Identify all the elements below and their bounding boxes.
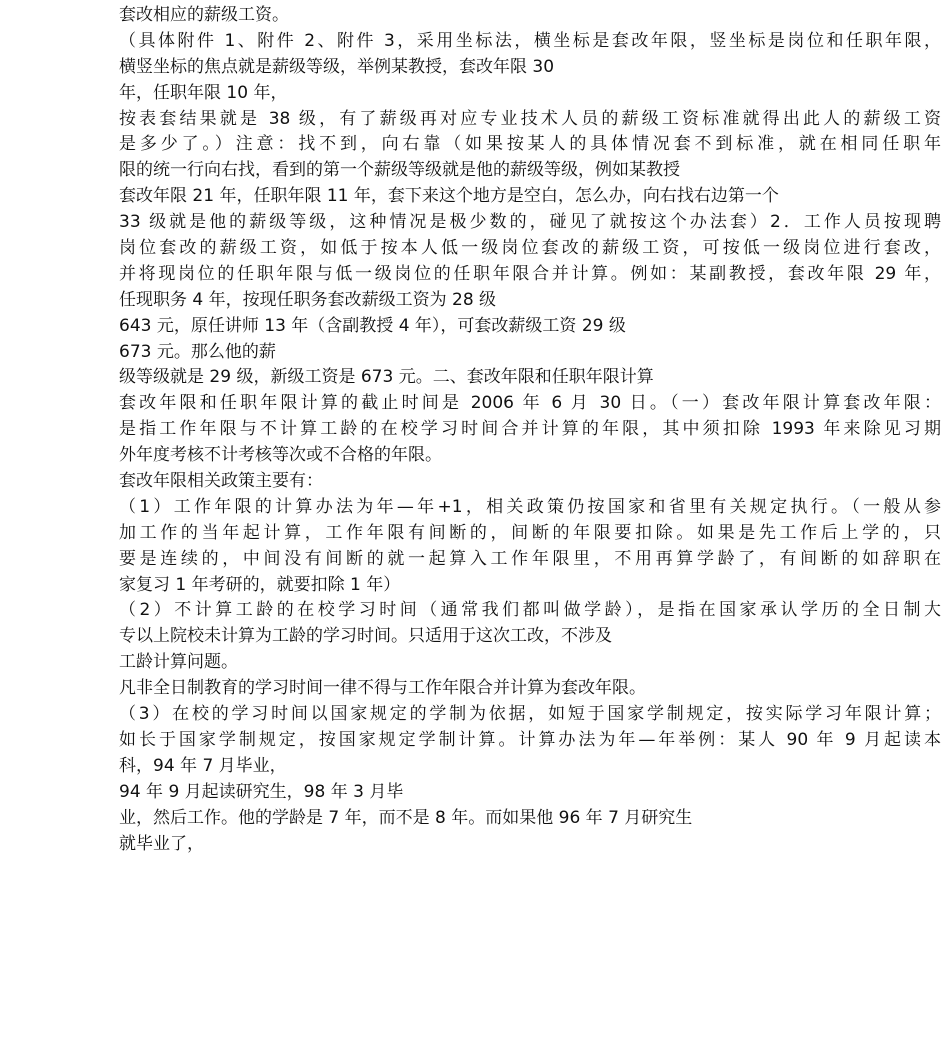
text-line: 是指工作年限与不计算工龄的在校学习时间合并计算的年限，其中须扣除 1993 年来除见习期 [119, 419, 941, 440]
text-line: 加工作的当年起计算，工作年限有间断的，间断的年限要扣除。如果是先工作后上学的，只 [119, 522, 941, 543]
text-line: 凡非全日制教育的学习时间一律不得与工作年限合并计算为套改年限。 [119, 678, 646, 699]
text-line: 外年度考核不计考核等次或不合格的年限。 [119, 445, 442, 466]
text-line: 并将现岗位的任职年限与低一级岗位的任职年限合并计算。例如：某副教授，套改年限 29 年， [119, 263, 941, 284]
text-line: 工龄计算问题。 [119, 652, 238, 673]
text-line: 673 元。那么他的薪 [119, 341, 276, 362]
text-line: （具体附件 1、附件 2、附件 3，采用坐标法，横坐标是套改年限，竖坐标是岗位和任职年限， [119, 30, 941, 51]
document-body [119, 3, 941, 857]
text-line: 就毕业了， [119, 833, 204, 854]
text-line: （2）不计算工龄的在校学习时间（通常我们都叫做学龄），是指在国家承认学历的全日制大 [119, 600, 941, 621]
text-line: 94 年 9 月起读研究生，98 年 3 月毕 [119, 781, 404, 802]
text-line: 横竖坐标的焦点就是薪级等级，举例某教授，套改年限 30 [119, 56, 555, 77]
text-line: 如长于国家学制规定，按国家规定学制计算。计算办法为年—年举例：某人 90 年 9 月起读本 [119, 729, 941, 750]
text-line: 业，然后工作。他的学龄是 7 年，而不是 8 年。而如果他 96 年 7 月研究生 [119, 807, 693, 828]
text-line: 岗位套改的薪级工资，如低于按本人低一级岗位套改的薪级工资，可按低一级岗位进行套改， [119, 238, 941, 259]
text-line: 643 元，原任讲师 13 年（含副教授 4 年），可套改薪级工资 29 级 [119, 315, 626, 336]
text-line: （3）在校的学习时间以国家规定的学制为依据，如短于国家学制规定，按实际学习年限计算； [119, 704, 941, 725]
text-line: 科，94 年 7 月毕业， [119, 755, 287, 776]
text-line: 限的统一行向右找，看到的第一个薪级等级就是他的薪级等级，例如某教授 [119, 160, 680, 181]
text-line: 套改年限相关政策主要有： [119, 471, 323, 492]
text-line: 套改年限和任职年限计算的截止时间是 2006 年 6 月 30 日。（一）套改年限计算套改年限： [119, 393, 941, 414]
text-line: 专以上院校未计算为工龄的学习时间。只适用于这次工改，不涉及 [119, 626, 612, 647]
text-line: 套改年限 21 年，任职年限 11 年，套下来这个地方是空白，怎么办，向右找右边第一个 [119, 186, 779, 207]
text-line: 33 级就是他的薪级等级，这种情况是极少数的，碰见了就按这个办法套）2．工作人员按现聘 [119, 212, 941, 233]
text-line: 家复习 1 年考研的，就要扣除 1 年） [119, 574, 401, 595]
text-line: 级等级就是 29 级，新级工资是 673 元。二、套改年限和任职年限计算 [119, 367, 654, 388]
text-line: 年，任职年限 10 年， [119, 82, 288, 103]
text-line: 是多少了。）注意：找不到，向右靠（如果按某人的具体情况套不到标准，就在相同任职年 [119, 134, 941, 155]
text-line: （1）工作年限的计算办法为年—年+1，相关政策仍按国家和省里有关规定执行。（一般从参 [119, 496, 941, 517]
text-line: 套改相应的薪级工资。 [119, 5, 289, 25]
text-line: 按表套结果就是 38 级，有了薪级再对应专业技术人员的薪级工资标准就得出此人的薪级工资 [119, 108, 941, 129]
text-line: 任现职务 4 年，按现任职务套改薪级工资为 28 级 [119, 289, 497, 310]
text-line: 要是连续的，中间没有间断的就一起算入工作年限里，不用再算学龄了，有间断的如辞职在 [119, 548, 941, 569]
